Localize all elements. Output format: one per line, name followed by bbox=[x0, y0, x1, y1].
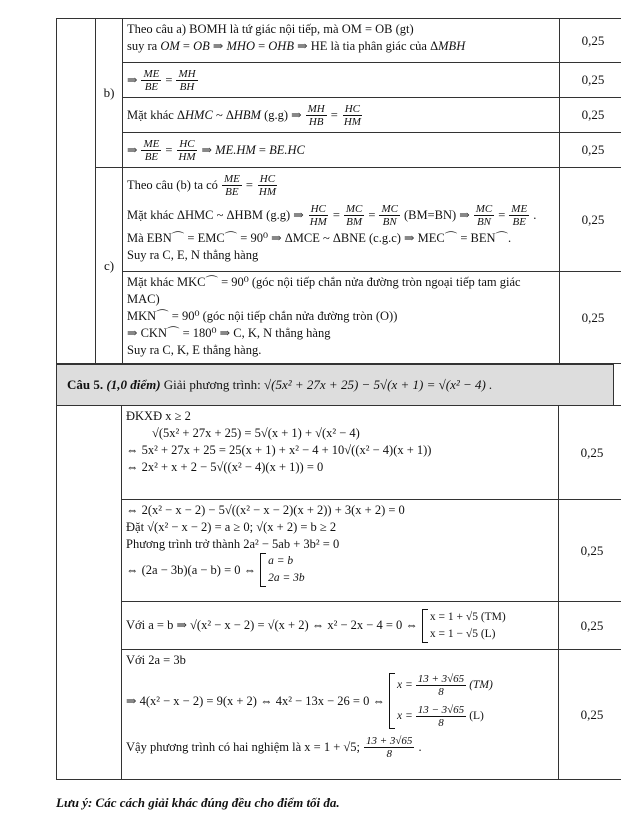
solution-cell bbox=[123, 98, 560, 133]
math-line: Theo câu (b) ta có $\frac{ME}{BE}$ = $\frac{HC}{HM}$ bbox=[127, 172, 276, 198]
question5-text: Giải phương trình: bbox=[163, 377, 261, 392]
score-cell: 0,25 bbox=[560, 63, 621, 98]
part-label-c: c) bbox=[96, 168, 123, 364]
score-cell: 0,25 bbox=[560, 98, 621, 133]
text-line: Suy ra C, K, E thẳng hàng. bbox=[127, 343, 262, 357]
table-row bbox=[57, 98, 621, 133]
text-line: Mà EBN⌒ = EMC⌒ = 90⁰ ⇒ ΔMCE ~ ΔBNE (c.g.c) ⇒ MEC⌒ = BEN⌒. bbox=[127, 231, 512, 245]
solution-cell bbox=[123, 19, 560, 63]
math-line: Mặt khác ΔHMC ~ ΔHBM (g.g) ⇒ $\frac{HC}{HM}$ = $\frac{MC}{BM}$ = $\frac{MC}{BN}$ (BM=BN) ⇒ $\frac{MC}{BN}$ = $\frac{ME}{BE}$ . bbox=[127, 202, 537, 228]
score-cell: 0,25 bbox=[560, 19, 621, 63]
text-line: Theo câu a) BOMH là tứ giác nội tiếp, mà OM = OB (gt) bbox=[127, 22, 414, 36]
part-label-b: b) bbox=[96, 19, 123, 168]
question-number-cell bbox=[57, 19, 96, 364]
table-row bbox=[57, 19, 621, 63]
score-cell: 0,25 bbox=[560, 168, 621, 272]
solution-cell bbox=[123, 168, 560, 272]
solution-cell bbox=[122, 650, 559, 780]
solution-cell bbox=[123, 63, 560, 98]
text-line: Với 2a = 3b bbox=[126, 653, 186, 667]
text-line: MKN⌒ = 90⁰ (góc nội tiếp chắn nửa đường tròn (O)) bbox=[127, 309, 398, 323]
solution-cell bbox=[122, 500, 559, 602]
table-row bbox=[57, 406, 621, 500]
table-row bbox=[57, 500, 621, 602]
bracket-system: a = b 2a = 3b bbox=[260, 553, 305, 587]
math-line: ⇔ (2a − 3b)(a − b) = 0 ⇔ a = b 2a = 3b bbox=[126, 553, 554, 587]
text-line: ĐKXĐ x ≥ 2 bbox=[126, 409, 191, 423]
table-row bbox=[57, 602, 621, 650]
solution-cell bbox=[123, 133, 560, 168]
table-row bbox=[57, 272, 621, 364]
question5-points: (1,0 điểm) bbox=[106, 377, 161, 392]
footer-note: Lưu ý: Các cách giải khác đúng đều cho điểm tối đa. bbox=[56, 795, 340, 810]
text-line: ⇒ CKN⌒ = 180⁰ ⇒ C, K, N thẳng hàng bbox=[127, 326, 331, 340]
solution-cell bbox=[122, 602, 559, 650]
math-line: Với a = b ⇒ √(x² − x − 2) = √(x + 2) ⇔ x² − 2x − 4 = 0 ⇔ x = 1 + √5 (TM) x = 1 − √5 (L) bbox=[126, 609, 554, 643]
question5-equation: √(5x² + 27x + 25) − 5√(x + 1) = √(x² − 4) . bbox=[264, 377, 493, 392]
math-line: suy ra OM = OB ⇒ MHO = OHB ⇒ HE là tia phân giác của ΔMBH bbox=[127, 39, 466, 53]
math-line: ⇒ 4(x² − x − 2) = 9(x + 2) ⇔ 4x² − 13x − 26 = 0 ⇔ x = $\frac{13 + 3√65}{8}$ (TM) x = $\frac{13 - 3√65}{8}$ (L) bbox=[126, 673, 493, 729]
score-cell: 0,25 bbox=[559, 602, 621, 650]
solution-cell bbox=[123, 272, 560, 364]
math-line: Phương trình trở thành 2a² − 5ab + 3b² = 0 bbox=[126, 537, 340, 551]
table-row bbox=[57, 168, 621, 272]
solution-table bbox=[56, 405, 621, 780]
text-line: Suy ra C, E, N thẳng hàng bbox=[127, 248, 259, 262]
math-line: ⇔ 2(x² − x − 2) − 5√((x² − x − 2)(x + 2)) + 3(x + 2) = 0 bbox=[126, 503, 405, 517]
solution-cell bbox=[122, 406, 559, 500]
score-cell: 0,25 bbox=[559, 500, 621, 602]
grading-table bbox=[56, 18, 621, 364]
question5-label: Câu 5. bbox=[67, 377, 104, 392]
text-line: Mặt khác MKC⌒ = 90⁰ (góc nội tiếp chắn nửa đường tròn ngoại tiếp tam giác MAC) bbox=[127, 275, 521, 306]
score-cell: 0,25 bbox=[559, 650, 621, 780]
math-line: ⇔ 5x² + 27x + 25 = 25(x + 1) + x² − 4 + 10√((x² − 4)(x + 1)) bbox=[126, 443, 432, 457]
math-line: √(5x² + 27x + 25) = 5√(x + 1) + √(x² − 4) bbox=[152, 426, 360, 440]
table-row bbox=[57, 650, 621, 780]
table-row bbox=[57, 63, 621, 98]
math-line: Mặt khác ΔHMC ~ ΔHBM (g.g) ⇒ $\frac{MH}{HB}$ = $\frac{HC}{HM}$ bbox=[127, 102, 361, 128]
math-line: ⇒ $\frac{ME}{BE}$ = $\frac{MH}{BH}$ bbox=[127, 67, 196, 93]
score-cell: 0,25 bbox=[560, 133, 621, 168]
bracket-system: x = $\frac{13 + 3√65}{8}$ (TM) x = $\frac{13 - 3√65}{8}$ (L) bbox=[389, 673, 493, 729]
math-line: Vậy phương trình có hai nghiệm là x = 1 + √5; $\frac{13 + 3√65}{8}$ . bbox=[126, 735, 422, 760]
bracket-system: x = 1 + √5 (TM) x = 1 − √5 (L) bbox=[422, 609, 506, 643]
math-line: Đặt √(x² − x − 2) = a ≥ 0; √(x + 2) = b ≥ 2 bbox=[126, 520, 337, 534]
score-cell: 0,25 bbox=[560, 272, 621, 364]
table-row bbox=[57, 133, 621, 168]
score-cell: 0,25 bbox=[559, 406, 621, 500]
question5-band bbox=[56, 364, 614, 406]
math-line: ⇒ $\frac{ME}{BE}$ = $\frac{HC}{HM}$ ⇒ ME.HM = BE.HC bbox=[127, 137, 305, 163]
math-line: ⇔ 2x² + x + 2 − 5√((x² − 4)(x + 1)) = 0 bbox=[126, 460, 324, 474]
